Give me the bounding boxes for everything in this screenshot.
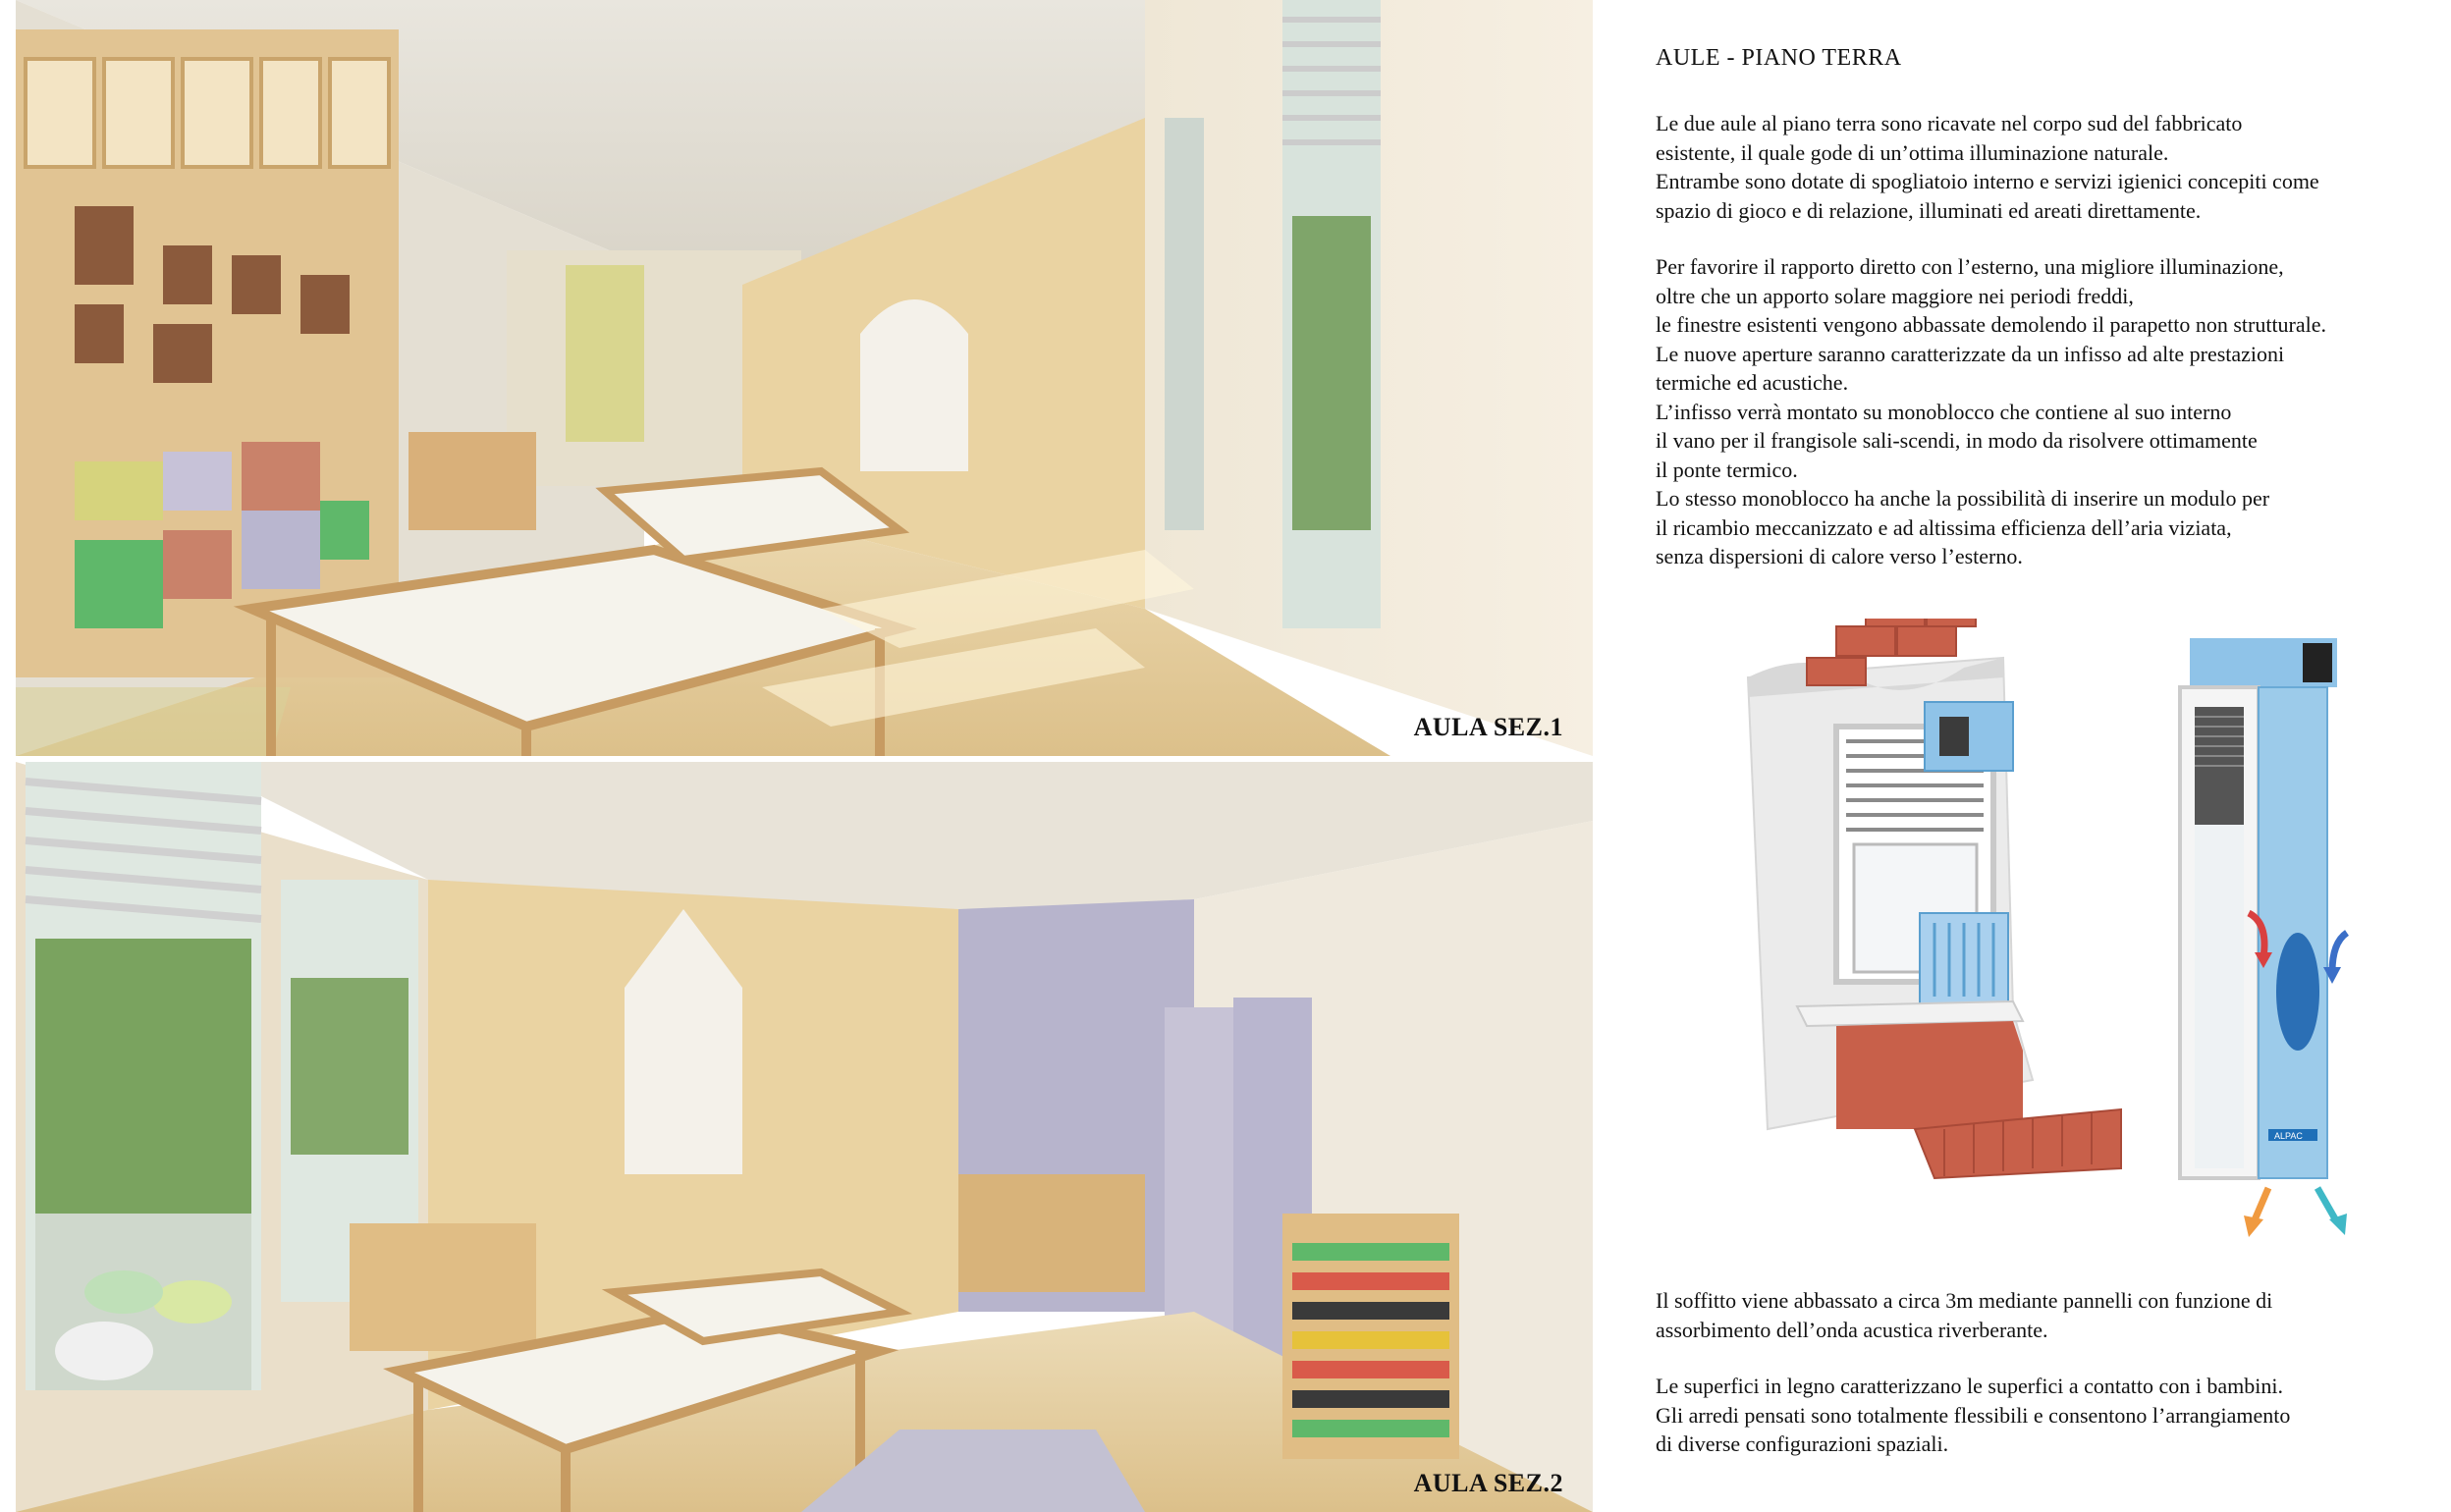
render-aula-sez2 — [16, 762, 1593, 1512]
text-line: il ricambio meccanizzato e ad altissima efficienza dell’aria viziata, — [1656, 514, 2232, 540]
classroom-render-2-image — [16, 762, 1593, 1512]
paragraph-windows — [1656, 252, 2431, 571]
text-line: L’infisso verrà montato su monoblocco che contiene al suo interno — [1656, 399, 2232, 424]
render-caption-1: AULA SEZ.1 — [1413, 713, 1563, 741]
text-line: di diverse configurazioni spaziali. — [1656, 1431, 1949, 1456]
description-column — [1656, 45, 2431, 599]
alpac-logo-right: ALPAC — [2274, 1131, 2303, 1141]
text-line: Le due aule al piano terra sono ricavate nel corpo sud del fabbricato — [1656, 111, 2243, 135]
classroom-render-1-image — [16, 0, 1593, 756]
paragraph-ceiling — [1656, 1286, 2431, 1344]
text-line: Gli arredi pensati sono totalmente flessibili e consentono l’arrangiamento — [1656, 1402, 2291, 1428]
render-caption-2: AULA SEZ.2 — [1413, 1469, 1563, 1497]
text-line: oltre che un apporto solare maggiore nei periodi freddi, — [1656, 283, 2134, 308]
monoblock-illustration — [1689, 619, 2357, 1247]
paragraph-surfaces — [1656, 1372, 2431, 1459]
description-bottom — [1656, 1286, 2431, 1486]
text-line: il vano per il frangisole sali-scendi, in modo da risolvere ottimamente — [1656, 428, 2258, 453]
text-line: senza dispersioni di calore verso l’esterno. — [1656, 544, 2023, 568]
text-line: esistente, il quale gode di un’ottima illuminazione naturale. — [1656, 139, 2169, 165]
text-line: Il soffitto viene abbassato a circa 3m mediante pannelli con funzione di — [1656, 1288, 2273, 1313]
text-line: Entrambe sono dotate di spogliatoio interno e servizi igienici concepiti come — [1656, 169, 2319, 193]
text-line: assorbimento dell’onda acustica riverberante. — [1656, 1317, 2048, 1342]
text-line: Le superfici in legno caratterizzano le superfici a contatto con i bambini. — [1656, 1374, 2283, 1398]
window-monoblock-figure — [1689, 619, 2357, 1247]
text-line: spazio di gioco e di relazione, illuminati ed areati direttamente. — [1656, 197, 2202, 223]
text-line: il ponte termico. — [1656, 457, 1798, 482]
text-line: Per favorire il rapporto diretto con l’esterno, una migliore illuminazione, — [1656, 254, 2284, 279]
text-line: le finestre esistenti vengono abbassate demolendo il parapetto non strutturale. — [1656, 312, 2327, 337]
text-line: termiche ed acustiche. — [1656, 370, 1849, 395]
render-aula-sez1 — [16, 0, 1593, 756]
section-title: AULE - PIANO TERRA — [1656, 45, 1902, 71]
paragraph-intro — [1656, 109, 2431, 225]
text-line: Lo stesso monoblocco ha anche la possibilità di inserire un modulo per — [1656, 486, 2270, 511]
text-line: Le nuove aperture saranno caratterizzate da un infisso ad alte prestazioni — [1656, 341, 2285, 366]
